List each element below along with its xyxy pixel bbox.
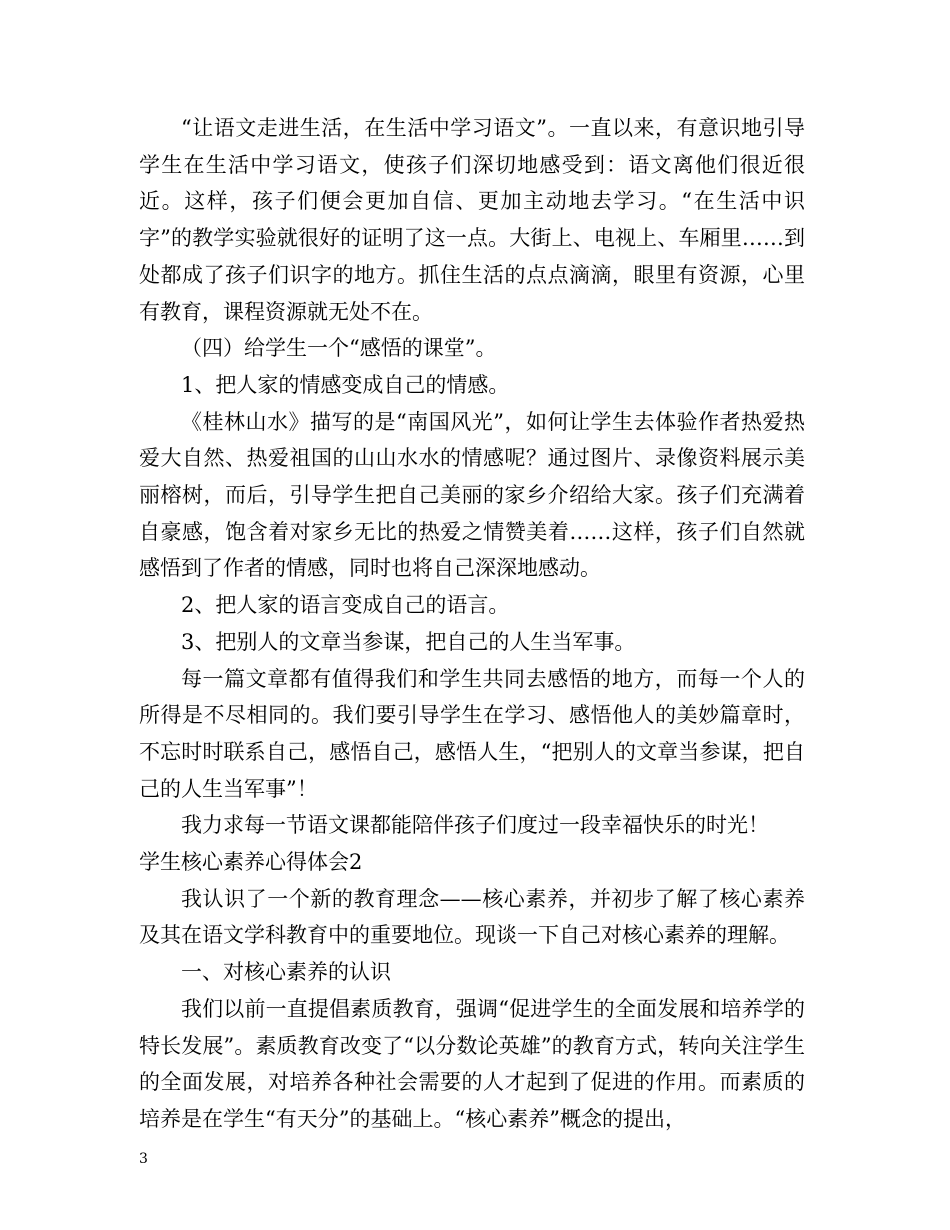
paragraph-10: 我认识了一个新的教育理念——核心素养，并初步了解了核心素养及其在语文学科教育中的重要地位。现谈一下自己对核心素养的理解。 (139, 886, 805, 948)
paragraph-4: 《桂林山水》描写的是“南国风光”，如何让学生去体验作者热爱热爱大自然、热爱祖国的山山水水的情感呢？通过图片、录像资料展示美丽榕树，而后，引导学生把自己美丽的家乡介绍给大家。孩子们充满着自豪感，饱含着对家乡无比的热爱之情赞美着……这样，孩子们自然就感悟到了作者的情感，同时也将自己深深地感动。 (139, 409, 805, 581)
section-heading: 学生核心素养心得体会2 (139, 850, 363, 875)
paragraph-5: 2、把人家的语言变成自己的语言。 (181, 593, 510, 618)
paragraph-8: 我力求每一节语文课都能陪伴孩子们度过一段幸福快乐的时光！ (181, 813, 769, 838)
paragraph-2: （四）给学生一个“感悟的课堂”。 (181, 336, 497, 361)
page-number: 3 (139, 1151, 148, 1167)
paragraph-6: 3、把别人的文章当参谋，把自己的人生当军事。 (181, 629, 636, 654)
paragraph-1: “让语文走进生活，在生活中学习语文”。一直以来，有意识地引导学生在生活中学习语文，使孩子们深切地感受到：语文离他们很近很近。这样，孩子们便会更加自信、更加主动地去学习。“在生活中识字”的教学实验就很好的证明了这一点。大街上、电视上、车厢里……到处都成了孩子们识字的地方。抓住生活的点点滴滴，眼里有资源，心里有教育，课程资源就无处不在。 (139, 116, 805, 324)
paragraph-3: 1、把人家的情感变成自己的情感。 (181, 372, 510, 397)
paragraph-12: 我们以前一直提倡素质教育，强调“促进学生的全面发展和培养学的特长发展”。素质教育改变了“以分数论英雄”的教育方式，转向关注学生的全面发展，对培养各种社会需要的人才起到了促进的作用。而素质的培养是在学生“有天分”的基础上。“核心素养”概念的提出， (139, 996, 805, 1131)
document-body (139, 110, 805, 1138)
paragraph-11: 一、对核心素养的认识 (181, 960, 391, 985)
paragraph-7: 每一篇文章都有值得我们和学生共同去感悟的地方，而每一个人的所得是不尽相同的。我们要引导学生在学习、感悟他人的美妙篇章时，不忘时时联系自己，感悟自己，感悟人生，“把别人的文章当参谋，把自己的人生当军事”！ (139, 666, 805, 801)
